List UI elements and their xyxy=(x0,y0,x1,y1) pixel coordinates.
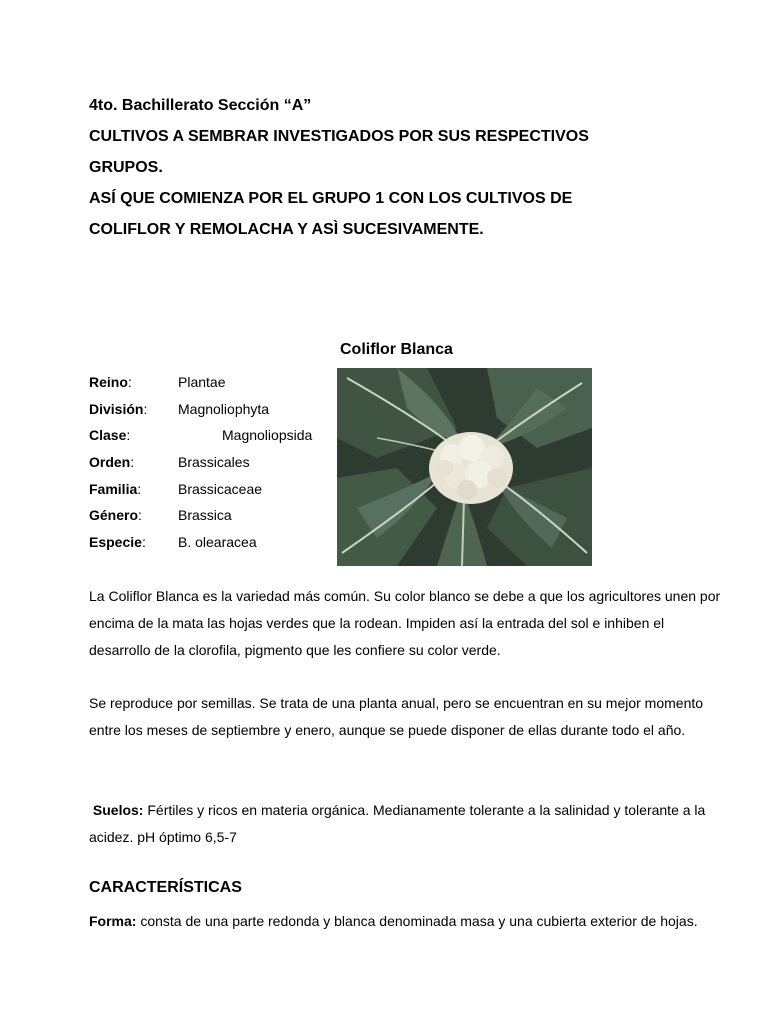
taxonomy-row-genero: Género: Brassica xyxy=(89,502,329,529)
paragraph-soils xyxy=(89,797,729,851)
taxonomy-value: Brassicaceae xyxy=(178,480,263,497)
header-line-2: CULTIVOS A SEMBRAR INVESTIGADOS POR SUS RESPECTIVOS xyxy=(89,128,589,145)
form-text: consta de una parte redonda y blanca denominada masa y una cubierta exterior de hojas. xyxy=(136,913,698,929)
taxonomy-row-reino: Reino: Plantae xyxy=(89,369,329,396)
paragraph-reproduction: Se reproduce por semillas. Se trata de una planta anual, pero se encuentran en su mejor momento entre los meses de septiembre y enero, aunque se puede disponer de ellas durante todo el año. xyxy=(89,695,704,738)
taxonomy-value: B. olearacea xyxy=(178,534,257,551)
form-label: Forma: xyxy=(89,913,137,929)
taxonomy-value: Magnoliopsida xyxy=(222,427,313,444)
taxonomy-label: Género xyxy=(89,507,139,524)
header-line-4: ASÍ QUE COMIENZA POR EL GRUPO 1 CON LOS CULTIVOS DE xyxy=(89,190,573,207)
taxonomy-value: Magnoliophyta xyxy=(178,400,270,417)
taxonomy-list xyxy=(89,369,329,556)
taxonomy-label: Clase xyxy=(89,427,127,444)
taxonomy-value: Plantae xyxy=(178,374,226,390)
cauliflower-illustration xyxy=(337,368,592,566)
taxonomy-row-especie: Especie: B. olearacea xyxy=(89,529,329,556)
taxonomy-label: Reino xyxy=(89,374,128,390)
taxonomy-value: Brassica xyxy=(178,507,232,524)
taxonomy-label: Especie xyxy=(89,534,142,551)
cauliflower-photo xyxy=(337,368,592,566)
section-heading-characteristics: CARACTERÍSTICAS xyxy=(89,879,242,896)
header-line-1: 4to. Bachillerato Sección “A” xyxy=(89,97,312,114)
taxonomy-label: División xyxy=(89,400,144,417)
taxonomy-row-clase: Clase: Magnoliopsida xyxy=(89,422,329,449)
soils-label: Suelos: xyxy=(92,802,144,818)
header-line-3: GRUPOS. xyxy=(89,159,163,176)
taxonomy-row-familia: Familia: Brassicaceae xyxy=(89,476,329,503)
taxonomy-row-orden: Orden: Brassicales xyxy=(89,449,329,476)
header-line-5: COLIFLOR Y REMOLACHA Y ASÌ SUCESIVAMENTE. xyxy=(89,221,484,238)
taxonomy-label: Orden xyxy=(89,454,131,471)
plant-title: Coliflor Blanca xyxy=(340,341,453,358)
taxonomy-row-division: División: Magnoliophyta xyxy=(89,396,329,423)
taxonomy-label: Familia xyxy=(89,480,138,497)
soils-text: Fértiles y ricos en materia orgánica. Medianamente tolerante a la salinidad y tolerante a la acidez. pH óptimo 6,5-7 xyxy=(89,802,706,845)
paragraph-description: La Coliflor Blanca es la variedad más común. Su color blanco se debe a que los agricultores unen por encima de la mata las hojas verdes que la rodean. Impiden así la entrada del sol e inhiben el desarrollo de la clorofila, pigmento que les confiere su color verde. xyxy=(89,588,721,658)
taxonomy-value: Brassicales xyxy=(178,454,250,471)
paragraph-form xyxy=(89,908,729,935)
document-header xyxy=(89,90,689,245)
